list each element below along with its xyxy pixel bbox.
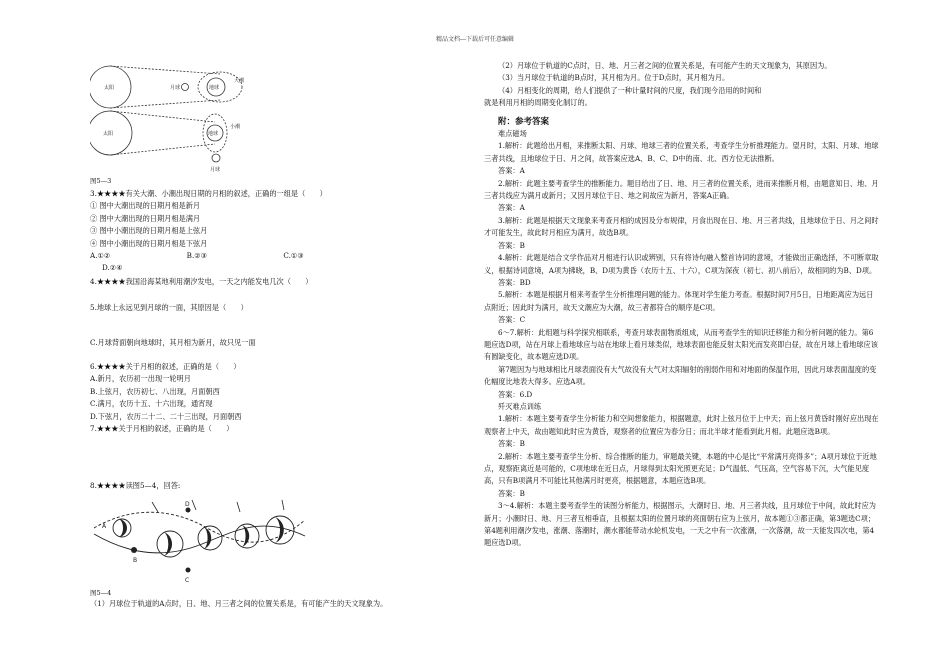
training-2: 2.解析：本题主要考查学生分析、综合推断的能力，审题最关键，本题的中心是比“平常满月亮得多”；A项月球位于近地点，观察距离近是可能的，C项地球在近日点，月球得到太阳光照更充足；D气温低、气压高，空气容易下沉，大气能见度高，只有B项满月不可能比其他满月时更亮，根据题意，本题应选B项。 bbox=[484, 451, 877, 486]
q8-4b: 就是利用月相的周期变化制订的。 bbox=[484, 98, 592, 108]
q3-item-2: ② 图中大潮出现的日期月相是满月 bbox=[90, 213, 201, 223]
fig1-tide-label-2: 小潮 bbox=[230, 124, 241, 130]
q3-options bbox=[90, 250, 380, 262]
q6-option-b: B.上弦月，农历初七、八出现，月面朝西 bbox=[90, 386, 220, 396]
answer-5: 5.解析：本题是根据月相来考查学生分析推理问题的能力。体现对学生能力考查。根据时间7月5日，日地距离应为远日点附近；因此时为满月，故天文潮应为大潮，故三者都符合的顺序是C项。 bbox=[484, 290, 874, 312]
tide-ellipse-top bbox=[198, 72, 245, 102]
left-column bbox=[90, 188, 460, 492]
section-jianmie: 歼灭难点训练 bbox=[498, 401, 542, 411]
q6-option-d: D.下弦月，农历二十二、二十三出现，月面朝西 bbox=[90, 411, 242, 421]
orbit-point-d: D bbox=[185, 501, 190, 508]
q8-1: （1）月球位于轨道的A点时，日、地、月三者之间的位置关系是，有可能产生的天文现象为。 bbox=[90, 599, 388, 608]
answer-2: 2.解析：此题主要考查学生的推断能力。题目给出了日、地、月三者的位置关系，进而来推断月相，由题意知日、地、月三者共线应为满月或新月；又因月球位于日、地之间故应为新月，答案A正确。 bbox=[484, 178, 879, 201]
training-1: 1.解析：本题主要考查学生分析能力和空间想象能力，根据题意，此时上弦月位于上中天；而上弦月黄昏时刚好应出现在观察者上中天，故由题知此时应为黄昏，观察者的位置应为春分日；而北半球才能看到此月相。此题应选B项。 bbox=[484, 414, 879, 436]
q6-option-c: C.满月，农历十五、十六出现，通宵现 bbox=[90, 399, 213, 409]
q5-option-c: C.月球背面朝向地球时，其月相为新月，故只见一面 bbox=[90, 337, 256, 347]
answer-4: 4.解析：此题是结合文学作品对月相进行认识或辨别，只有将诗句融入整首诗词的意境，才能做出正确选择，不可断章取义，根据诗词意境，A项为拂晓，B、D项为黄昏（农历十五、十六），C项为深夜（初七、初八前后），故相同的为B、D项。 bbox=[484, 253, 879, 275]
tide-diagram bbox=[90, 58, 250, 178]
answer-4-result: 答案：BD bbox=[498, 277, 531, 287]
page-header: 精品文档---下载后可任意编辑 bbox=[435, 36, 515, 43]
answer-6-7: 6～7.解析：此组题与科学探究相联系，考查月球表面物质组成，从而考查学生的知识迁移能力和分析问题的能力。第6题应选D项，站在月球上看地球应与站在地球上看月球类似，地球表面也能反射太阳光而发亮即白昼，故在月球上看地球应该有圆缺变化，故本题应选D项。 bbox=[484, 327, 878, 362]
fig1-tide-label: 大潮 bbox=[234, 78, 245, 84]
q4-stem: 4.★★★★我国沿海某地利用潮汐发电，一天之内能发电几次（ ） bbox=[90, 276, 313, 286]
answer-7: 第7题因为与地球相比月球表面没有大气故没有大气对太阳辐射的削弱作用和对地面的保温作用，因此月球表面温度的变化幅度比地表大得多。应选A项。 bbox=[484, 364, 877, 387]
q3-stem: 3.★★★★有关大潮、小潮出现日期的月相的叙述，正确的一组是（ ） bbox=[90, 189, 327, 198]
q8-3: （3）当月球位于轨道的B点时，其月相为月。位于D点时，其月相为月。 bbox=[498, 73, 730, 83]
q8-2: （2）月球位于轨道的C点时，日、地、月三者之间的位置关系是，有可能产生的天文现象为，其原因为。 bbox=[498, 61, 832, 70]
moon-circle-top bbox=[182, 84, 189, 91]
answer-1: 1.解析：此题给出月相，来推断太阳、月球、地球三者的位置关系，考查学生分析推理能力。望月时，太阳、月球、地球三者共线，且地球位于日、月之间，故答案应选A、B、C、D中的南、北、西方位无法推断。 bbox=[484, 141, 879, 163]
answer-5-result: 答案：C bbox=[498, 315, 526, 325]
orbit-point-b: B bbox=[133, 557, 138, 564]
q8-part-1 bbox=[90, 598, 470, 610]
fig2-caption: 图5—4 bbox=[90, 589, 112, 597]
q6-option-a: A.新月，农历初一出现一轮明月 bbox=[90, 374, 191, 384]
training-1-result: 答案：B bbox=[498, 439, 525, 449]
fig1-earth-label-2: 地球 bbox=[208, 131, 219, 137]
q5-stem: 5.地球上永远见到月球的一面，其原因是（ ） bbox=[90, 303, 248, 313]
answer-6-7-result: 答案：6.D bbox=[498, 389, 533, 399]
fig1-caption: 图5—3 bbox=[90, 177, 112, 185]
q3-option-a: A.①② bbox=[90, 251, 111, 261]
answer-2-result: 答案：A bbox=[498, 203, 525, 213]
q7-stem: 7.★★★关于月相的叙述，正确的是（ ） bbox=[90, 424, 234, 434]
answer-1-result: 答案：A bbox=[498, 166, 525, 176]
answer-3-result: 答案：B bbox=[498, 240, 525, 250]
q3-item-4: ④ 图中小潮出现的日期月相是下弦月 bbox=[90, 238, 208, 248]
q3-option-c: C.①③ bbox=[283, 251, 304, 261]
training-3-4: 3～4.解析：本题主要考查学生的读图分析能力，根据图示，大潮时日、地、月三者共线，且月球位于中间，故此时应为新月；小潮时日、地、月三者互相垂直，且根据太阳的位置月球的亮面朝右应为上弦月，故本题①③都正确，第3题选C项；第4题利用潮汐发电，涨潮、落潮时，潮水都能带动水轮机发电，一天之中有一次涨潮，一次落潮，故一天能发四次电，第4题应选D项。 bbox=[484, 501, 876, 548]
section-nandian: 难点磁场 bbox=[498, 129, 527, 139]
fig1-moon-label-2: 月球 bbox=[210, 167, 221, 173]
answer-heading: 附：参考答案 bbox=[498, 116, 550, 127]
answer-3: 3.解析：此题是根据天文现象来考查月相的成因及分布规律，月食出现在日、地、月三者共线，且地球位于日、月之间时才可能发生，故此时月相应为满月，故选B项。 bbox=[484, 215, 879, 238]
q3-option-b: B.②③ bbox=[186, 251, 208, 261]
orbit-point-c: C bbox=[185, 577, 190, 584]
fig1-sun-label-2: 太阳 bbox=[103, 131, 114, 137]
fig1-earth-label: 地球 bbox=[209, 85, 220, 91]
training-2-result: 答案：B bbox=[498, 488, 525, 498]
q3-item-1: ① 图中大潮出现的日期月相是新月 bbox=[90, 201, 201, 211]
moon-circle-bottom bbox=[212, 154, 220, 162]
fig1-moon-label: 月球 bbox=[170, 85, 181, 91]
q3-item-3: ③ 图中小潮出现的日期月相是上弦月 bbox=[90, 226, 208, 236]
right-column bbox=[484, 60, 879, 550]
q3-option-d: D.②④ bbox=[102, 263, 123, 273]
q6-stem: 6.★★★★关于月相的叙述，正确的是（ ） bbox=[90, 362, 241, 372]
q8-4a: （4）月相变化的周期，给人们提供了一种计量时间的尺度，我们现今沿用的时间和 bbox=[498, 85, 762, 95]
q8-stem: 8.★★★★读图5—4，回答: bbox=[90, 480, 181, 490]
moon-orbit-diagram bbox=[92, 498, 307, 586]
fig1-sun-label: 太阳 bbox=[104, 85, 115, 91]
orbit-point-a: A bbox=[102, 523, 107, 530]
